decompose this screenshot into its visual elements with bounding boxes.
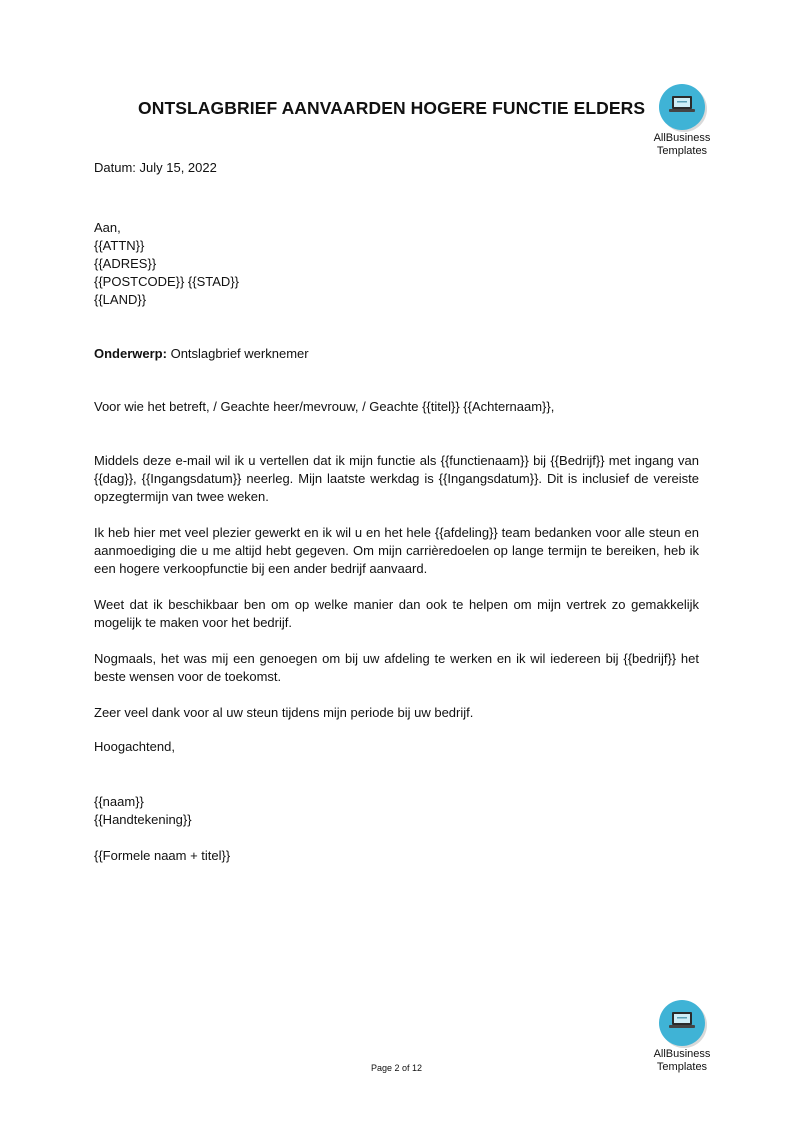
logo-text-line-1: AllBusiness: [653, 1048, 711, 1060]
subject-line: [94, 345, 699, 363]
paragraph: Zeer veel dank voor al uw steun tijdens mijn periode bij uw bedrijf.: [94, 705, 474, 720]
address-line: {{ATTN}}: [94, 238, 145, 253]
salutation: Voor wie het betreft, / Geachte heer/mevrouw, / Geachte {{titel}} {{Achternaam}},: [94, 399, 555, 414]
paragraph: Weet dat ik beschikbaar ben om op welke manier dan ook te helpen om mijn vertrek zo gemakkelijk mogelijk te maken voor het bedrijf.: [94, 597, 699, 630]
document-title: ONTSLAGBRIEF AANVAARDEN HOGERE FUNCTIE ELDERS: [138, 98, 646, 118]
date-line: Datum: July 15, 2022: [94, 160, 217, 175]
logo-text: [646, 132, 718, 158]
signature-name: {{naam}}: [94, 794, 144, 809]
logo-text-line-1: AllBusiness: [653, 132, 711, 144]
paragraph: Ik heb hier met veel plezier gewerkt en ik wil u en het hele {{afdeling}} team bedanken voor alle steun en aanmoediging die u me altijd hebt gegeven. Om mijn carrièredoelen op lange termijn te bereiken, heb ik een hogere verkoopfunctie bij een ander bedrijf aanvaard.: [94, 525, 699, 576]
subject-text: Ontslagbrief werknemer: [166, 346, 309, 361]
address-line: {{POSTCODE}} {{STAD}}: [94, 274, 240, 289]
closing: Hoogachtend,: [94, 739, 175, 754]
address-line: {{ADRES}}: [94, 256, 157, 271]
signature-handtekening: {{Handtekening}}: [94, 812, 192, 827]
page-number: Page 2 of 12: [370, 1063, 423, 1073]
laptop-icon: [659, 1000, 705, 1046]
address-line: {{LAND}}: [94, 292, 147, 307]
formal-name: {{Formele naam + titel}}: [94, 848, 231, 863]
address-line: Aan,: [94, 220, 121, 235]
laptop-icon: [659, 84, 705, 130]
logo-text-line-2: Templates: [656, 1061, 708, 1073]
subject-label: Onderwerp:: [94, 346, 167, 361]
paragraph: Middels deze e-mail wil ik u vertellen dat ik mijn functie als {{functienaam}} bij {{Bedrijf}} met ingang van {{dag}}, {{Ingangsdatum}} neerleg. Mijn laatste werkdag is {{Ingangsdatum}}. Dit is inclusief de vereiste opzegtermijn van twee weken.: [94, 453, 699, 504]
signature-block: [94, 793, 699, 829]
brand-logo-top: [646, 84, 718, 158]
recipient-address: [94, 219, 699, 309]
logo-text-line-2: Templates: [656, 145, 708, 157]
paragraph: Nogmaals, het was mij een genoegen om bij uw afdeling te werken en ik wil iedereen bij {{bedrijf}} het beste wensen voor de toekomst.: [94, 651, 699, 684]
